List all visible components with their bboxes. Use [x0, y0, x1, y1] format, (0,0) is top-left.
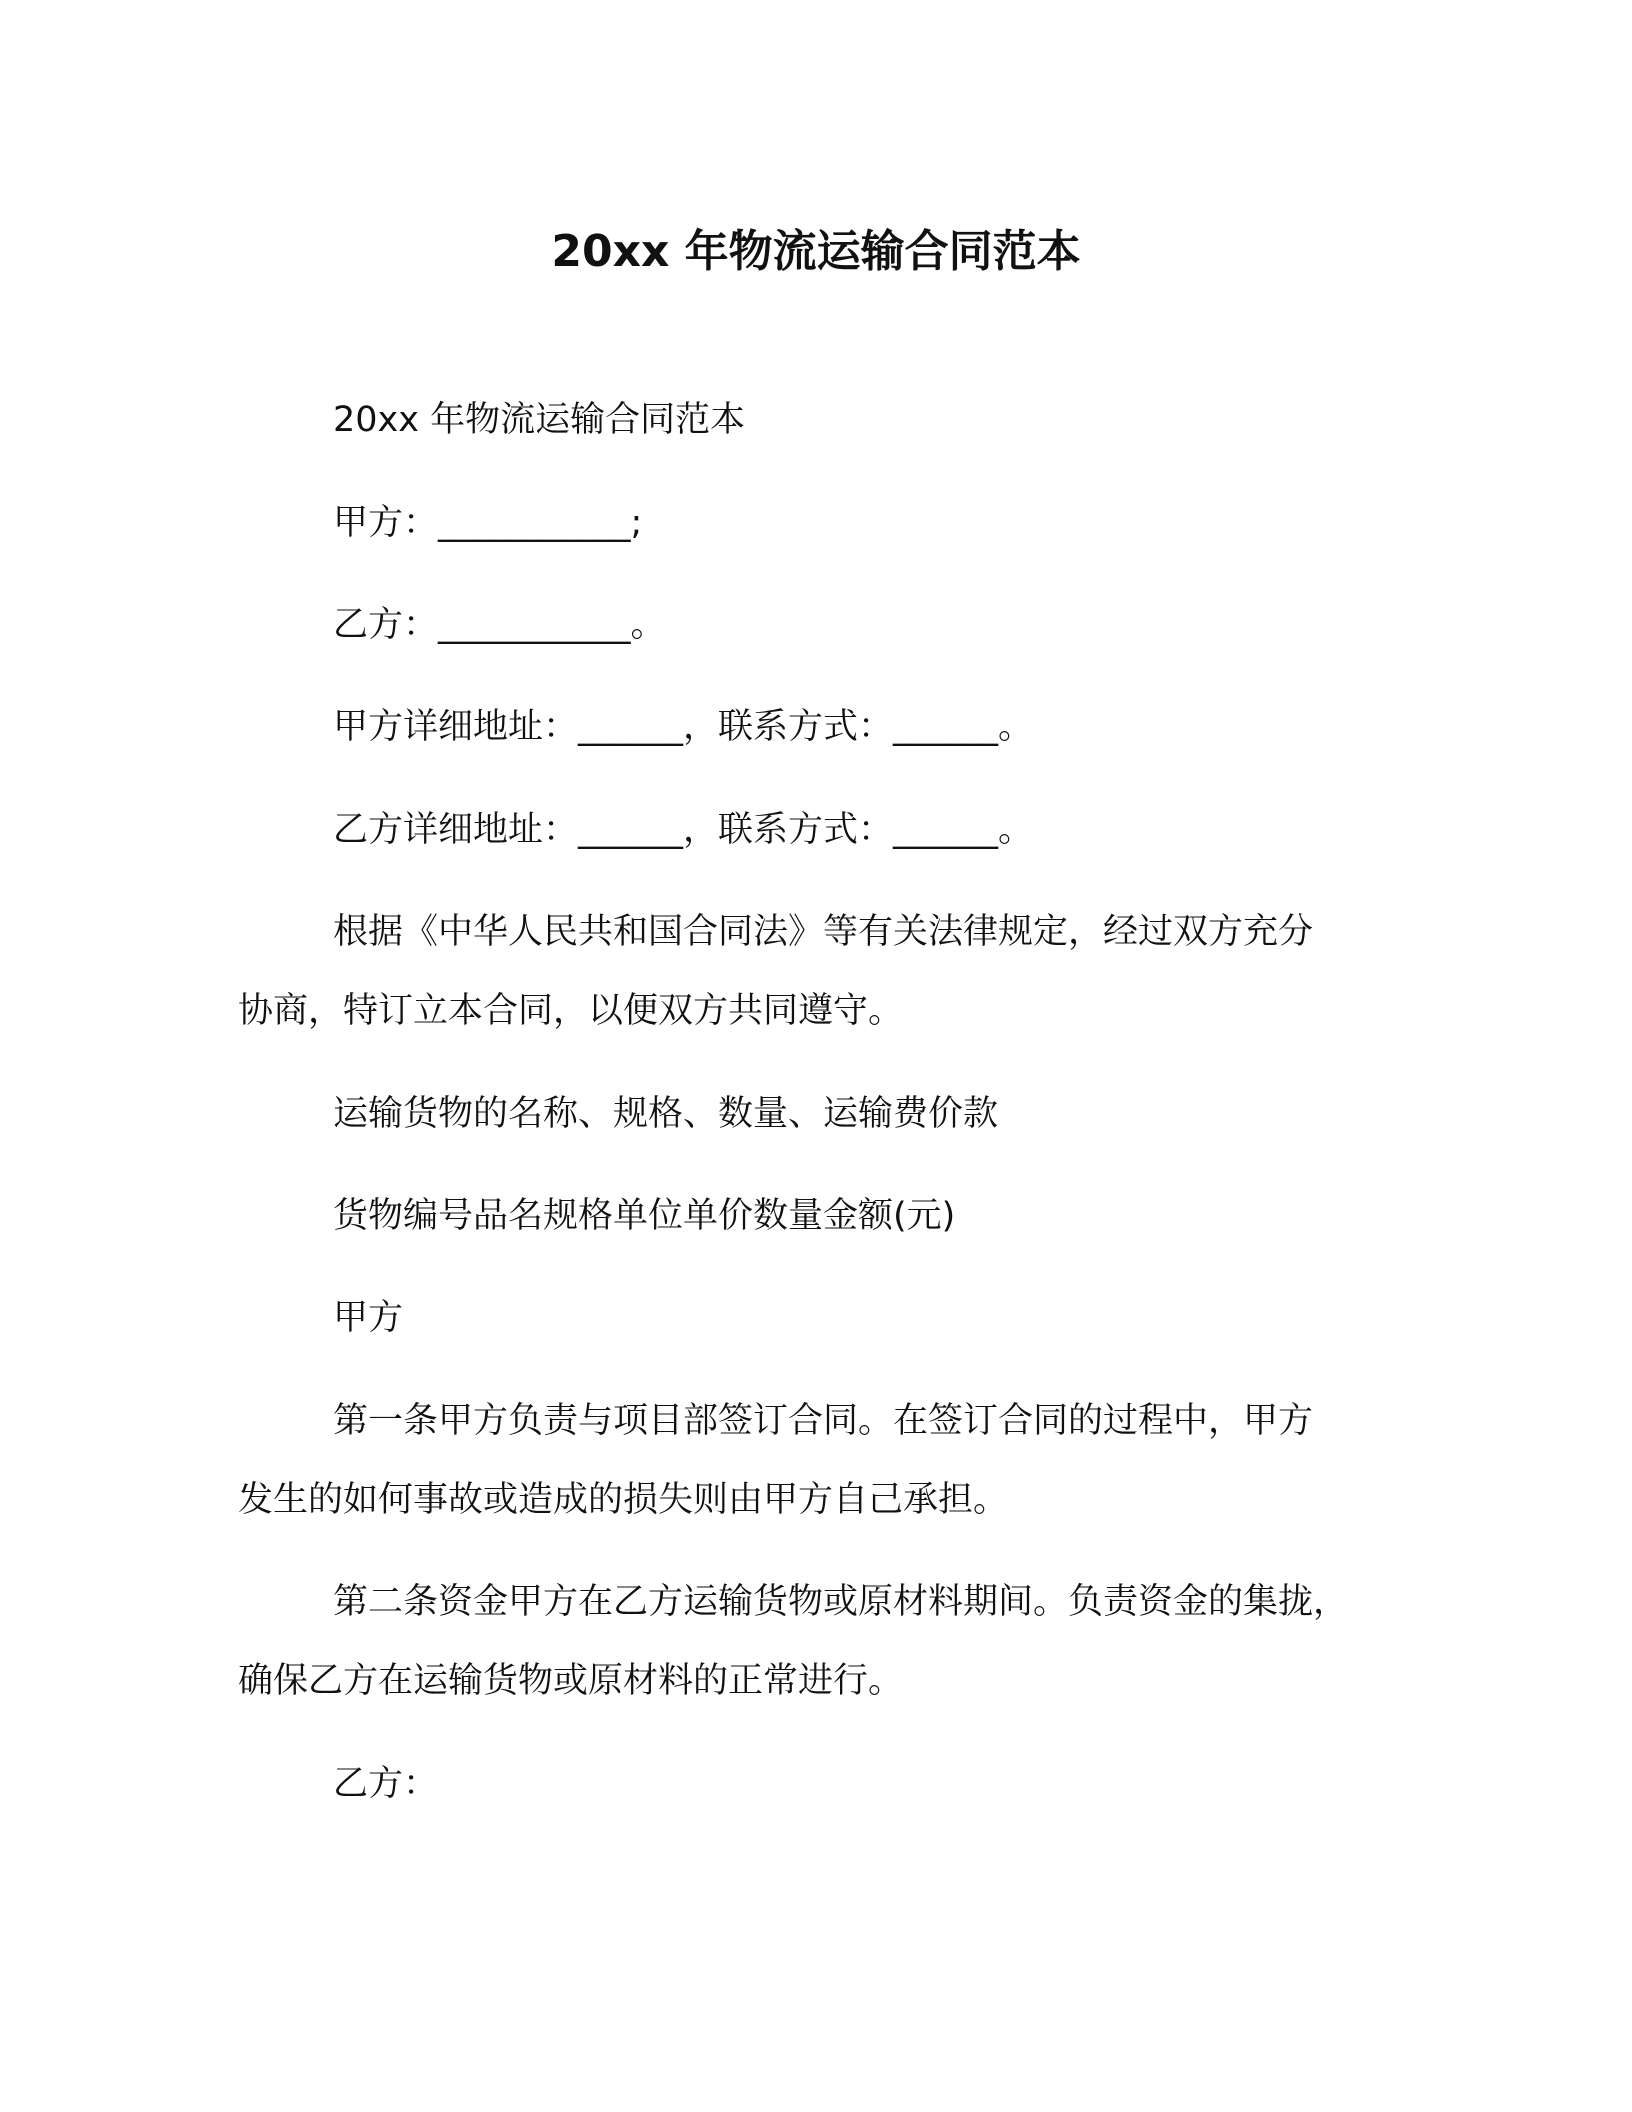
party-a-section-label: 甲方 [333, 1298, 404, 1338]
document-title: 20xx 年物流运输合同范本 [551, 226, 1081, 277]
goods-columns-line: 货物编号品名规格单位单价数量金额(元) [333, 1196, 956, 1236]
party-b-line: 乙方：___________。 [333, 605, 666, 645]
party-a-address-line: 甲方详细地址：______，联系方式：______。 [333, 707, 1034, 747]
article-1-line-2: 发生的如何事故或造成的损失则由甲方自己承担。 [238, 1480, 1009, 1520]
article-2-line-1: 第二条资金甲方在乙方运输货物或原材料期间。负责资金的集拢， [333, 1582, 1349, 1622]
preamble-line-1: 根据《中华人民共和国合同法》等有关法律规定，经过双方充分 [333, 912, 1314, 952]
article-1-line-1: 第一条甲方负责与项目部签订合同。在签订合同的过程中，甲方 [333, 1401, 1314, 1441]
goods-heading-line: 运输货物的名称、规格、数量、运输费价款 [333, 1094, 999, 1134]
preamble-line-2: 协商，特订立本合同，以便双方共同遵守。 [238, 991, 904, 1031]
article-2-line-2: 确保乙方在运输货物或原材料的正常进行。 [238, 1661, 904, 1701]
party-a-line: 甲方：___________; [333, 503, 643, 543]
party-b-section-label: 乙方： [333, 1764, 439, 1804]
subtitle-line: 20xx 年物流运输合同范本 [333, 400, 746, 440]
party-b-address-line: 乙方详细地址：______，联系方式：______。 [333, 810, 1034, 850]
